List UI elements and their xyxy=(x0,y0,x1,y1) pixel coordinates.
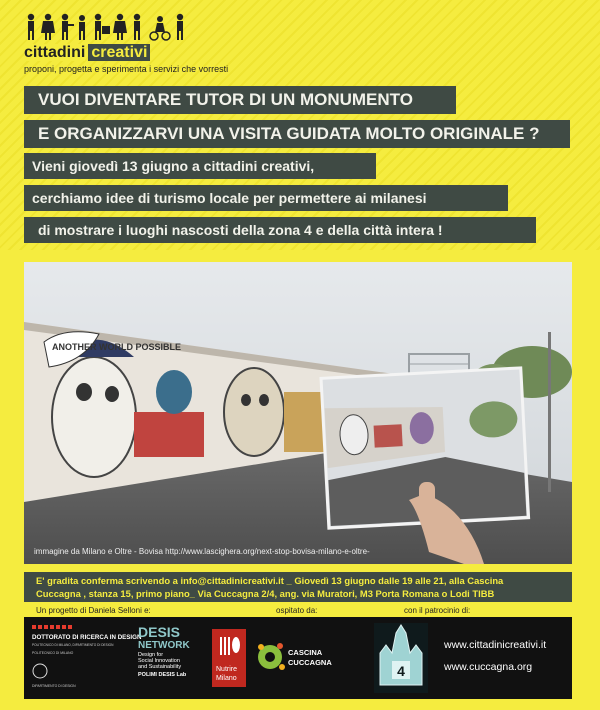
mural-photo xyxy=(24,262,572,564)
desis-line-6: POLIMI DESIS Lab xyxy=(138,672,187,678)
dottorato-subtitle: POLITECNICO DI MILANO, DIPARTIMENTO DI DESIGN xyxy=(32,643,114,647)
desis-line-4: Social Innovation xyxy=(138,658,180,664)
brand-name-part2: creativi xyxy=(88,44,150,61)
dottorato-polimi: POLITECNICO DI MILANO xyxy=(32,651,74,655)
people-icons xyxy=(24,12,189,42)
info-line-1: E' gradita conferma scrivendo a info@cittadinicreativi.it _ Giovedì 13 giugno dalle 19 alle 21, alla Cascina xyxy=(36,575,504,586)
info-line-2: Cuccagna , stanza 15, primo piano_ Via Cuccagna 2/4, ang. via Muratori, M3 Porta Romana o Lodi TIBB xyxy=(36,588,495,599)
nutrire-line-1: Nutrire xyxy=(216,666,238,673)
hosted-label: ospitato da: xyxy=(276,606,318,615)
graffiti-text: ANOTHER WORLD POSSIBLE xyxy=(52,342,182,352)
cascina-line-2: CUCCAGNA xyxy=(288,658,332,667)
cascina-cuccagna-logo xyxy=(252,637,342,677)
dottorato-logo xyxy=(32,625,142,691)
nutrire-milano-logo xyxy=(212,629,246,687)
subtext-line-1: Vieni giovedì 13 giugno a cittadini creativi, xyxy=(24,153,376,179)
headline-line-1: VUOI DIVENTARE TUTOR DI UN MONUMENTO xyxy=(24,86,456,114)
dottorato-department: DIPARTIMENTO DI DESIGN xyxy=(32,684,76,688)
cascina-line-1: CASCINA xyxy=(288,648,323,657)
brand-name xyxy=(24,44,150,62)
desis-line-1: DESIS xyxy=(138,624,181,640)
desis-logo xyxy=(136,623,198,693)
project-label: Un progetto di Daniela Selloni e: xyxy=(36,606,151,615)
website-cuccagna[interactable]: www.cuccagna.org xyxy=(444,661,533,673)
logo-figures xyxy=(24,12,189,47)
dottorato-title: DOTTORATO DI RICERCA IN DESIGN xyxy=(32,634,142,641)
brand-name-part1: cittadini xyxy=(24,44,86,61)
website-cittadini-creativi[interactable]: www.cittadinicreativi.it xyxy=(444,639,547,651)
desis-line-2: NETWORK xyxy=(138,640,190,651)
desis-mark-icon xyxy=(136,623,198,693)
zona-4-crest-icon xyxy=(374,623,428,693)
footer-logos xyxy=(24,617,572,699)
subtext-line-3: di mostrare i luoghi nascosti della zona 4 e della città intera ! xyxy=(24,217,536,243)
zona-4-logo xyxy=(374,623,428,693)
mural-image xyxy=(24,262,572,564)
headline-line-2: E ORGANIZZARVI UNA VISITA GUIDATA MOLTO ORIGINALE ? xyxy=(24,120,570,148)
nutrire-milano-icon xyxy=(212,629,246,687)
info-box xyxy=(24,572,572,602)
desis-line-5: and Sustainability xyxy=(138,664,182,670)
nutrire-line-2: Milano xyxy=(216,675,237,682)
cascina-cuccagna-icon xyxy=(252,637,342,677)
patron-label: con il patrocinio di: xyxy=(404,606,471,615)
tagline: proponi, progetta e sperimenta i servizi che vorresti xyxy=(24,64,229,74)
dottorato-mark-icon xyxy=(32,625,142,691)
zona-number: 4 xyxy=(397,663,405,679)
desis-line-3: Design for xyxy=(138,652,164,658)
photo-caption: immagine da Milano e Oltre - Bovisa http://www.lascighera.org/next-stop-bovisa-milano-e-oltre- xyxy=(34,547,370,556)
subtext-line-2: cerchiamo idee di turismo locale per permettere ai milanesi xyxy=(24,185,508,211)
